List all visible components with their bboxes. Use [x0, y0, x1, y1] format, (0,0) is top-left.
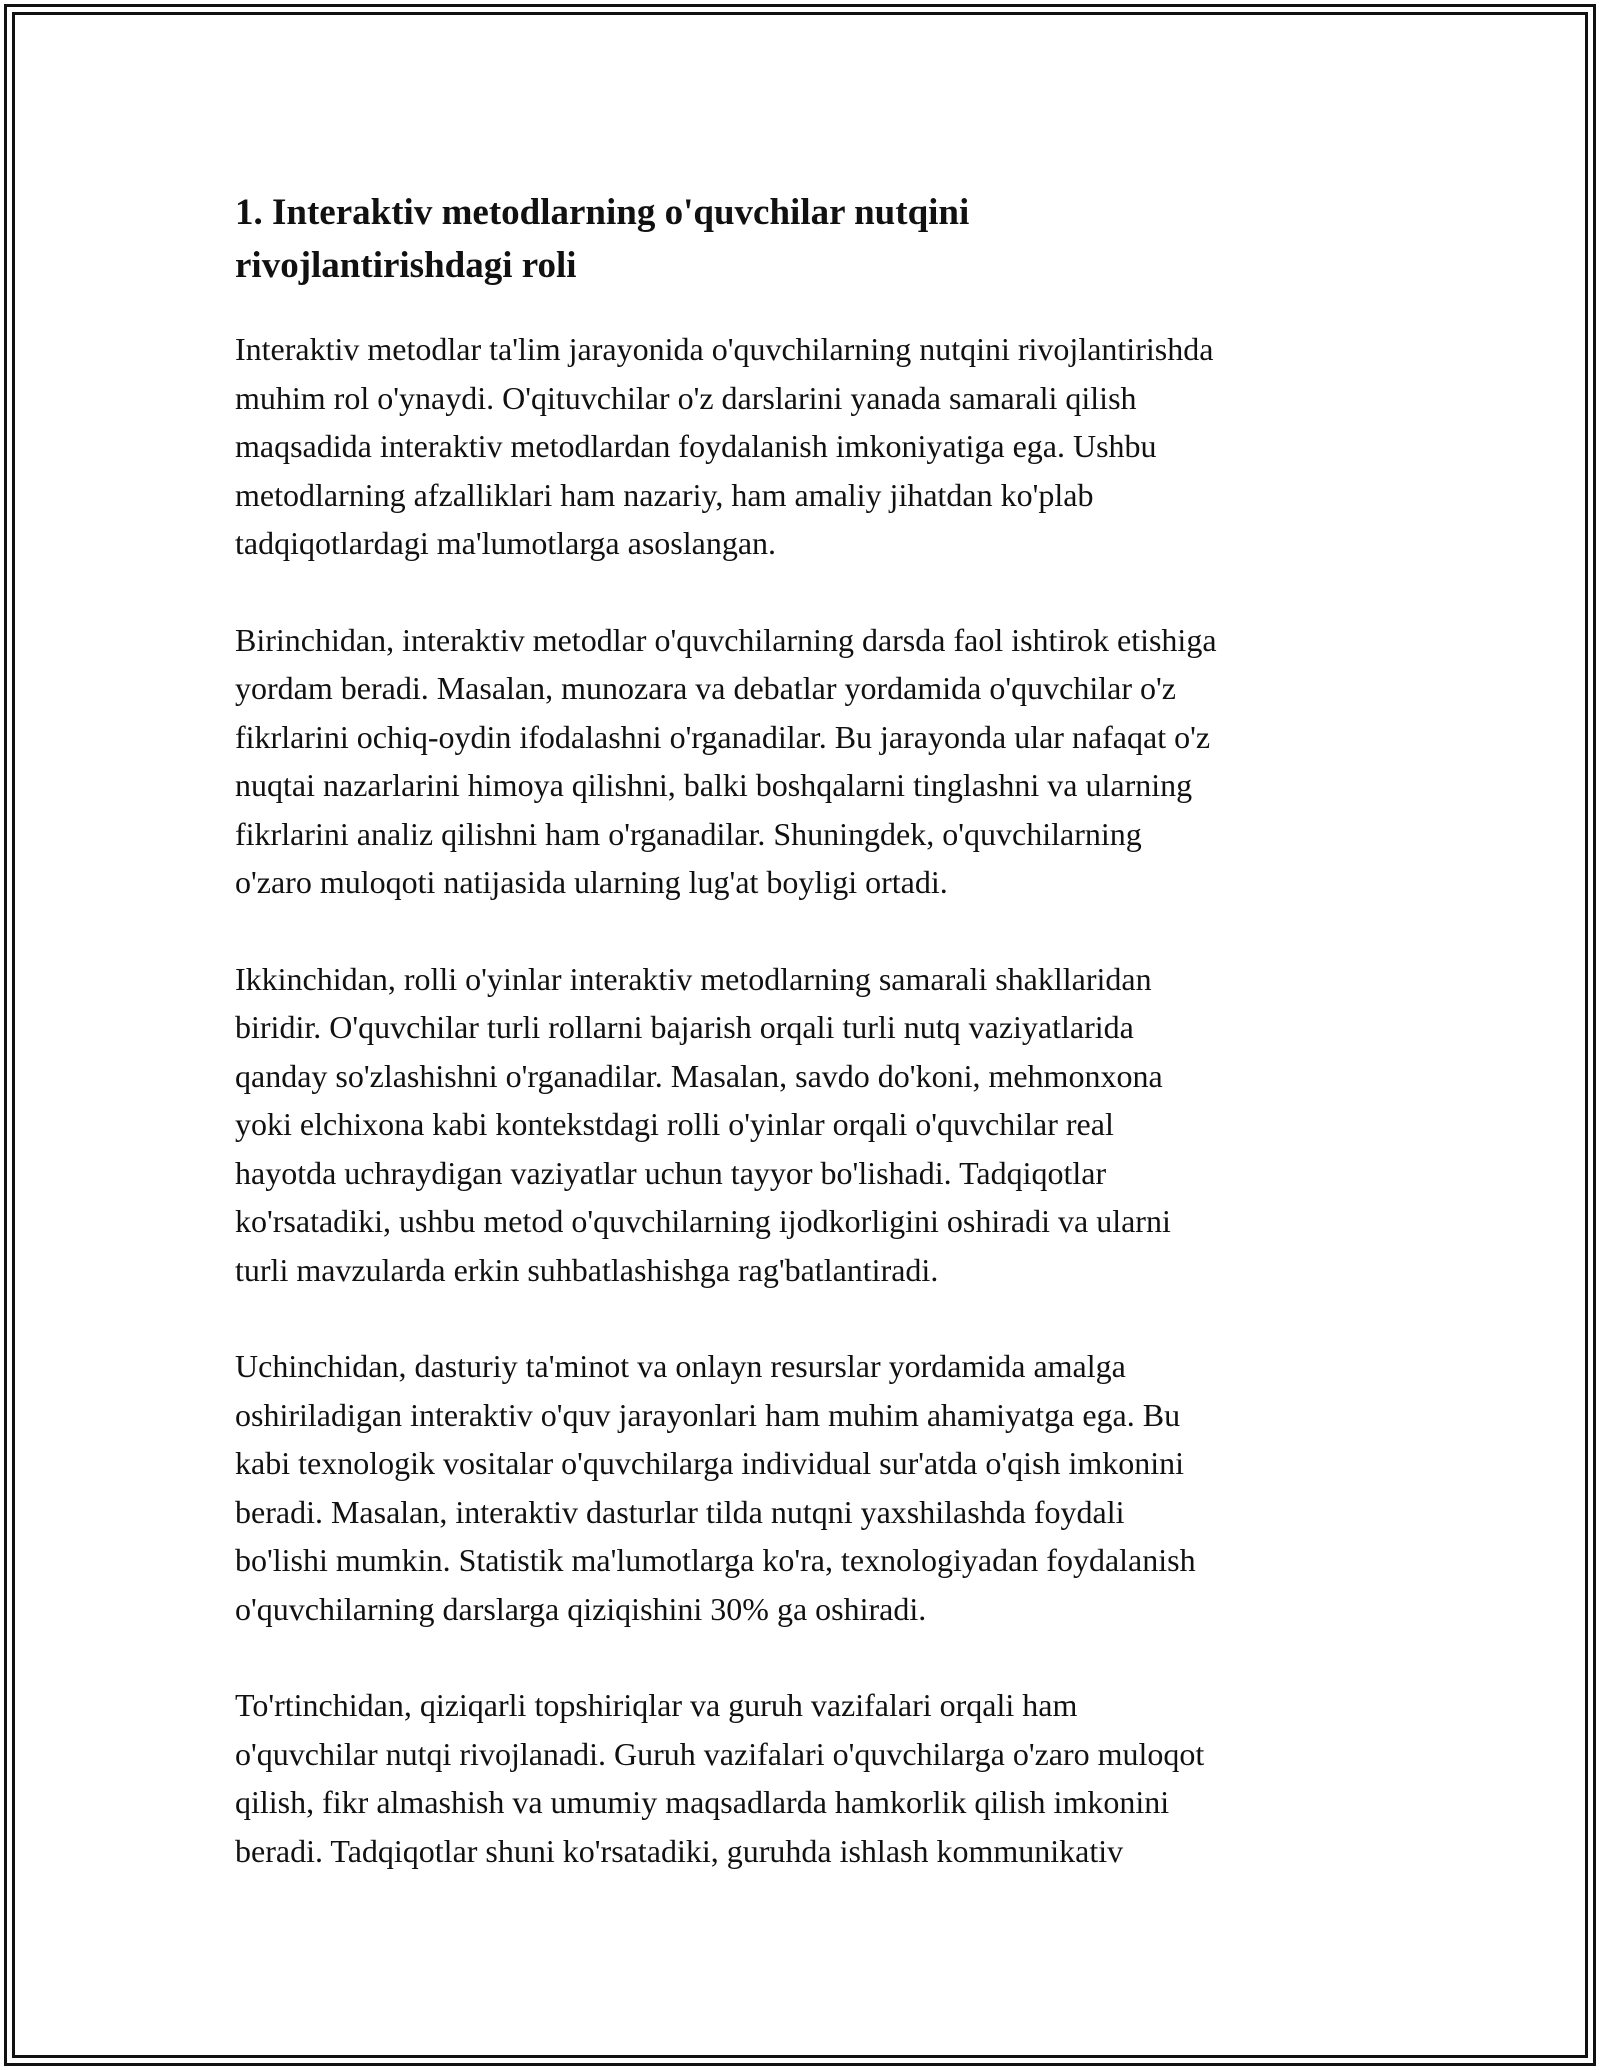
- document-body: [235, 186, 1375, 1875]
- text-line: oshiriladigan interaktiv o'quv jarayonlari ham muhim ahamiyatga ega. Bu: [235, 1396, 1181, 1433]
- paragraph-first: [235, 616, 1375, 907]
- text-line: qilish, fikr almashish va umumiy maqsadlarda hamkorlik qilish imkonini: [235, 1784, 1170, 1820]
- text-line: ko'rsatadiki, ushbu metod o'quvchilarning ijodkorligini oshiradi va ularni: [235, 1203, 1171, 1239]
- text-line: o'quvchilar nutqi rivojlanadi. Guruh vazifalari o'quvchilarga o'zaro muloqot: [235, 1735, 1205, 1772]
- text-line: o'zaro muloqoti natijasida ularning lug'at boyligi ortadi.: [235, 864, 948, 900]
- text-line: hayotda uchraydigan vaziyatlar uchun tayyor bo'lishadi. Tadqiqotlar: [235, 1154, 1107, 1191]
- text-line: biridir. O'quvchilar turli rollarni bajarish orqali turli nutq vaziyatlarida: [235, 1009, 1134, 1045]
- text-line: o'quvchilarning darslarga qiziqishini 30% ga oshiradi.: [235, 1590, 927, 1627]
- text-line: fikrlarini ochiq-oydin ifodalashni o'rganadilar. Bu jarayonda ular nafaqat o'z: [235, 718, 1211, 755]
- text-line: fikrlarini analiz qilishni ham o'rganadilar. Shuningdek, o'quvchilarning: [235, 815, 1142, 852]
- text-line: metodlarning afzalliklari ham nazariy, ham amaliy jihatdan ko'plab: [235, 476, 1094, 513]
- text-line: yordam beradi. Masalan, munozara va debatlar yordamida o'quvchilar o'z: [235, 670, 1176, 706]
- heading-line: rivojlantirishdagi roli: [235, 245, 577, 286]
- text-line: beradi. Tadqiqotlar shuni ko'rsatadiki, guruhda ishlash kommunikativ: [235, 1832, 1124, 1869]
- text-line: kabi texnologik vositalar o'quvchilarga individual sur'atda o'qish imkonini: [235, 1445, 1184, 1481]
- section-heading: [235, 186, 1215, 292]
- text-line: Interaktiv metodlar ta'lim jarayonida o'quvchilarning nutqini rivojlantirishda: [235, 331, 1214, 367]
- text-line: Birinchidan, interaktiv metodlar o'quvchilarning darsda faol ishtirok etishiga: [235, 621, 1217, 658]
- paragraph-third: [235, 1342, 1375, 1633]
- paragraph-intro: [235, 325, 1375, 568]
- paragraph-fourth: [235, 1681, 1375, 1875]
- heading-line: 1. Interaktiv metodlarning o'quvchilar nutqini: [235, 192, 970, 233]
- text-line: yoki elchixona kabi kontekstdagi rolli o'yinlar orqali o'quvchilar real: [235, 1106, 1114, 1142]
- text-line: Ikkinchidan, rolli o'yinlar interaktiv metodlarning samarali shakllaridan: [235, 960, 1152, 997]
- text-line: beradi. Masalan, interaktiv dasturlar tilda nutqni yaxshilashda foydali: [235, 1493, 1125, 1530]
- text-line: maqsadida interaktiv metodlardan foydalanish imkoniyatiga ega. Ushbu: [235, 428, 1157, 464]
- text-line: muhim rol o'ynaydi. O'qituvchilar o'z darslarini yanada samarali qilish: [235, 379, 1137, 416]
- text-line: To'rtinchidan, qiziqarli topshiriqlar va guruh vazifalari orqali ham: [235, 1687, 1078, 1723]
- text-line: nuqtai nazarlarini himoya qilishni, balki boshqalarni tinglashni va ularning: [235, 767, 1193, 803]
- paragraph-second: [235, 955, 1375, 1295]
- text-line: bo'lishi mumkin. Statistik ma'lumotlarga ko'ra, texnologiyadan foydalanish: [235, 1542, 1196, 1578]
- text-line: tadqiqotlardagi ma'lumotlarga asoslangan.: [235, 525, 777, 561]
- text-line: turli mavzularda erkin suhbatlashishga rag'batlantiradi.: [235, 1251, 939, 1288]
- text-line: Uchinchidan, dasturiy ta'minot va onlayn resurslar yordamida amalga: [235, 1348, 1126, 1384]
- text-line: qanday so'zlashishni o'rganadilar. Masalan, savdo do'koni, mehmonxona: [235, 1057, 1163, 1094]
